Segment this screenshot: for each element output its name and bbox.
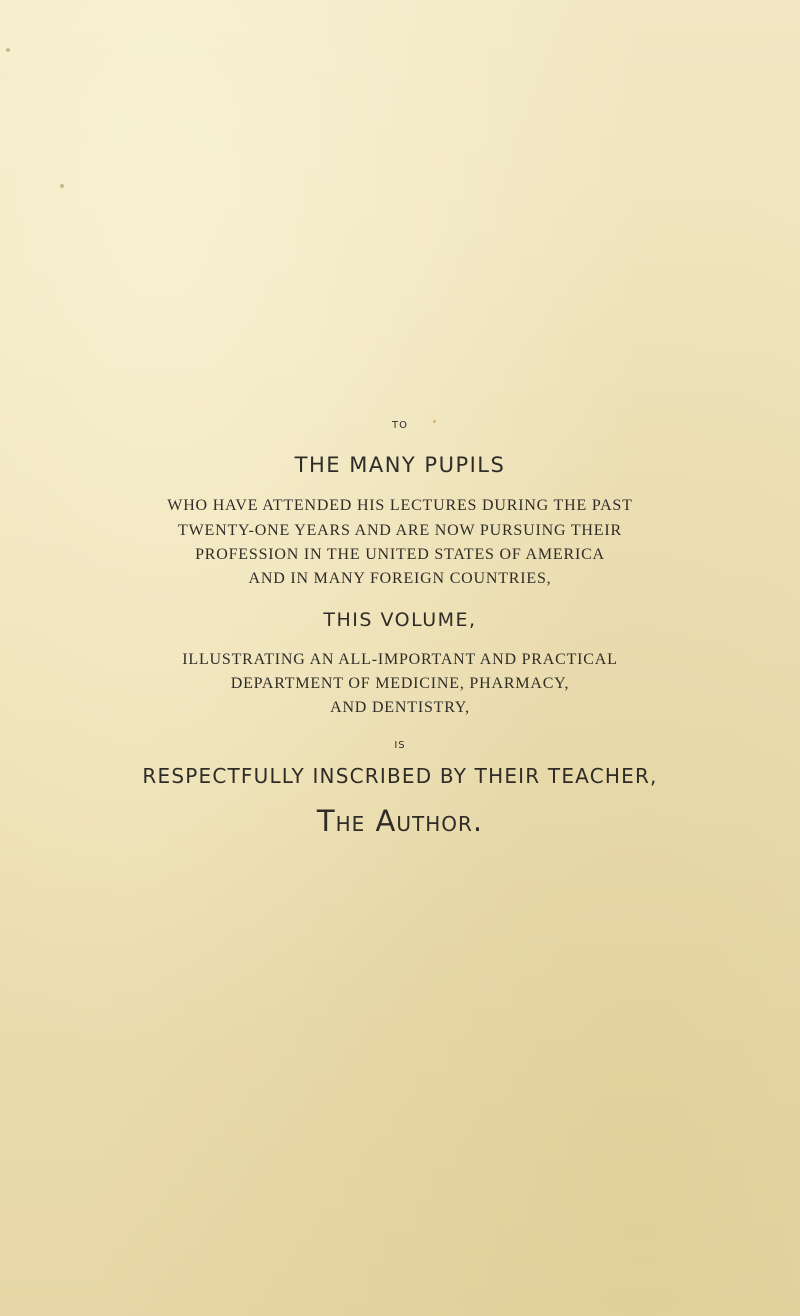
- illustrating-line-1: ILLUSTRATING AN ALL-IMPORTANT AND PRACTICAL: [182, 651, 618, 668]
- is-label: IS: [394, 740, 406, 751]
- recipient-heading: THE MANY PUPILS: [294, 453, 506, 477]
- to-label: TO: [392, 420, 408, 431]
- who-line-4: AND IN MANY FOREIGN COUNTRIES,: [248, 570, 552, 587]
- who-line-2: TWENTY-ONE YEARS AND ARE NOW PURSUING THEIR: [178, 522, 622, 539]
- author-signature: The Author.: [316, 804, 484, 838]
- paper-speck: [60, 184, 64, 188]
- illustrating-line-2: DEPARTMENT OF MEDICINE, PHARMACY,: [230, 675, 570, 692]
- who-line-3: PROFESSION IN THE UNITED STATES OF AMERICA: [195, 546, 605, 563]
- volume-heading: THIS VOLUME,: [323, 609, 477, 631]
- paper-speck: [6, 48, 10, 52]
- inscribed-line: RESPECTFULLY INSCRIBED BY THEIR TEACHER,: [142, 764, 658, 788]
- illustrating-line-3: AND DENTISTRY,: [330, 699, 470, 716]
- who-line-1: WHO HAVE ATTENDED HIS LECTURES DURING THE PAST: [167, 497, 633, 514]
